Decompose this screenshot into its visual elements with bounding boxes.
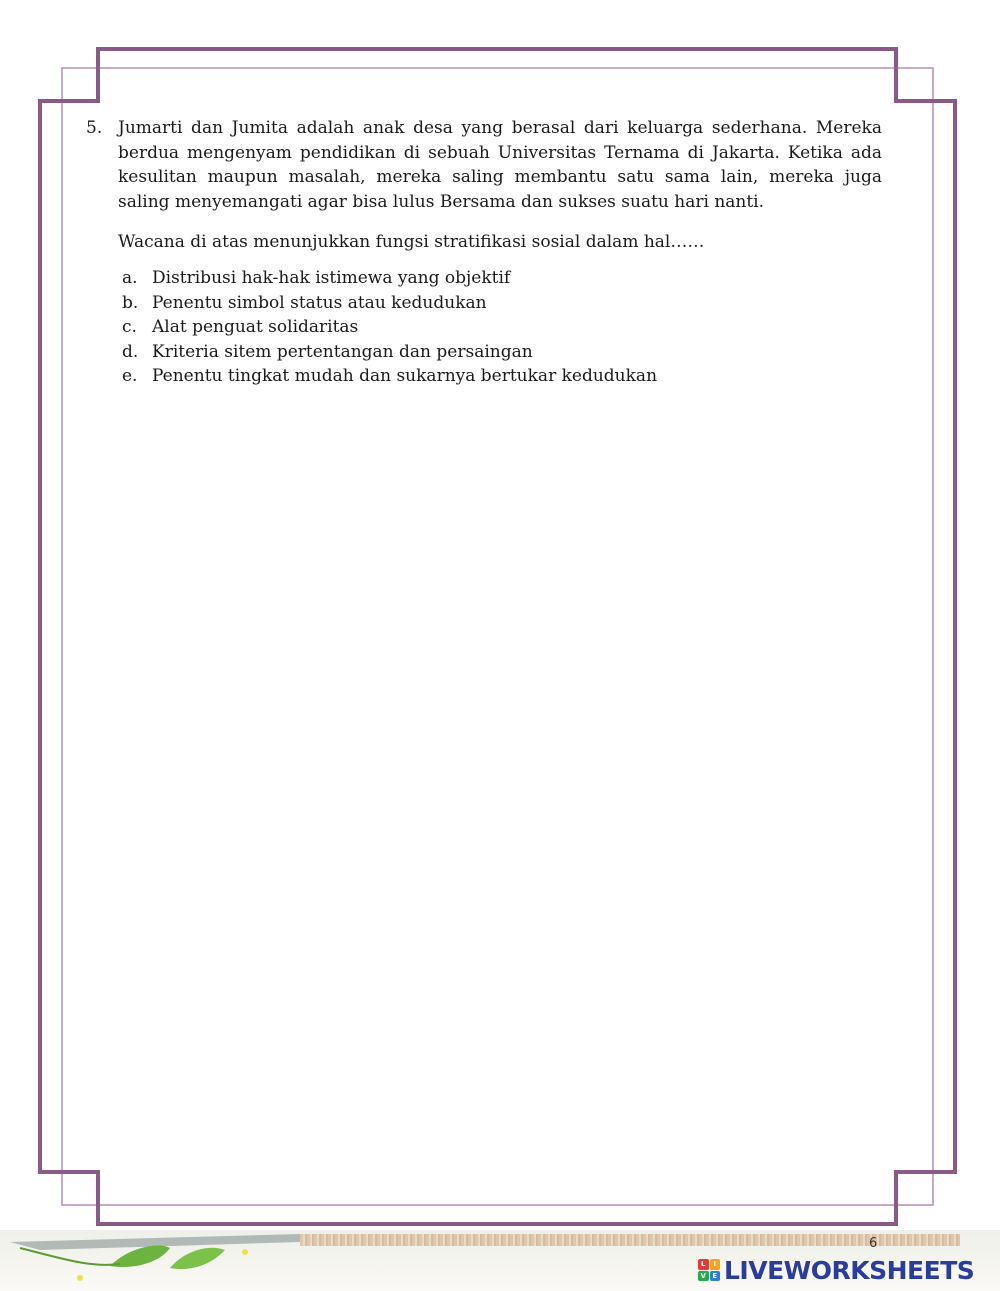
option-letter: c. bbox=[122, 317, 137, 337]
option-text: Penentu tingkat mudah dan sukarnya bertukar kedudukan bbox=[152, 366, 658, 386]
liveworksheets-logo[interactable] bbox=[698, 1256, 974, 1284]
option-text: Alat penguat solidaritas bbox=[152, 317, 359, 337]
worksheet-content bbox=[86, 116, 882, 389]
live-badge-icon: L I V E bbox=[698, 1259, 720, 1281]
leaf-decoration-icon bbox=[0, 1228, 300, 1291]
option-text: Penentu simbol status atau kedudukan bbox=[152, 292, 487, 313]
option-letter: d. bbox=[122, 341, 139, 362]
option-letter: a. bbox=[122, 268, 138, 288]
answer-options bbox=[122, 266, 882, 389]
option-e[interactable] bbox=[122, 364, 882, 389]
footer-band bbox=[300, 1234, 960, 1246]
option-text: Distribusi hak-hak istimewa yang objektif bbox=[152, 268, 511, 288]
option-letter: e. bbox=[122, 366, 138, 386]
question-prompt: Wacana di atas menunjukkan fungsi stratifikasi sosial dalam hal…… bbox=[118, 232, 705, 252]
option-a[interactable] bbox=[122, 266, 882, 291]
option-d[interactable] bbox=[122, 340, 882, 365]
option-b[interactable] bbox=[122, 291, 882, 316]
question-text: Jumarti dan Jumita adalah anak desa yang berasal dari keluarga sederhana. Mereka berdua mengenyam pendidikan di sebuah Universitas Ternama di Jakarta. Ketika ada kesulitan maupun masalah, mereka saling membantu satu sama lain, mereka juga saling menyemangati agar bisa lulus Bersama dan sukses suatu hari nanti. bbox=[118, 118, 882, 212]
option-text: Kriteria sitem pertentangan dan persaingan bbox=[152, 341, 533, 362]
page-number: 6 bbox=[869, 1236, 878, 1251]
question-5 bbox=[86, 116, 882, 214]
brand-name: LIVEWORKSHEETS bbox=[724, 1255, 975, 1285]
option-c[interactable] bbox=[122, 315, 882, 340]
question-number: 5. bbox=[86, 118, 103, 138]
option-letter: b. bbox=[122, 292, 139, 313]
